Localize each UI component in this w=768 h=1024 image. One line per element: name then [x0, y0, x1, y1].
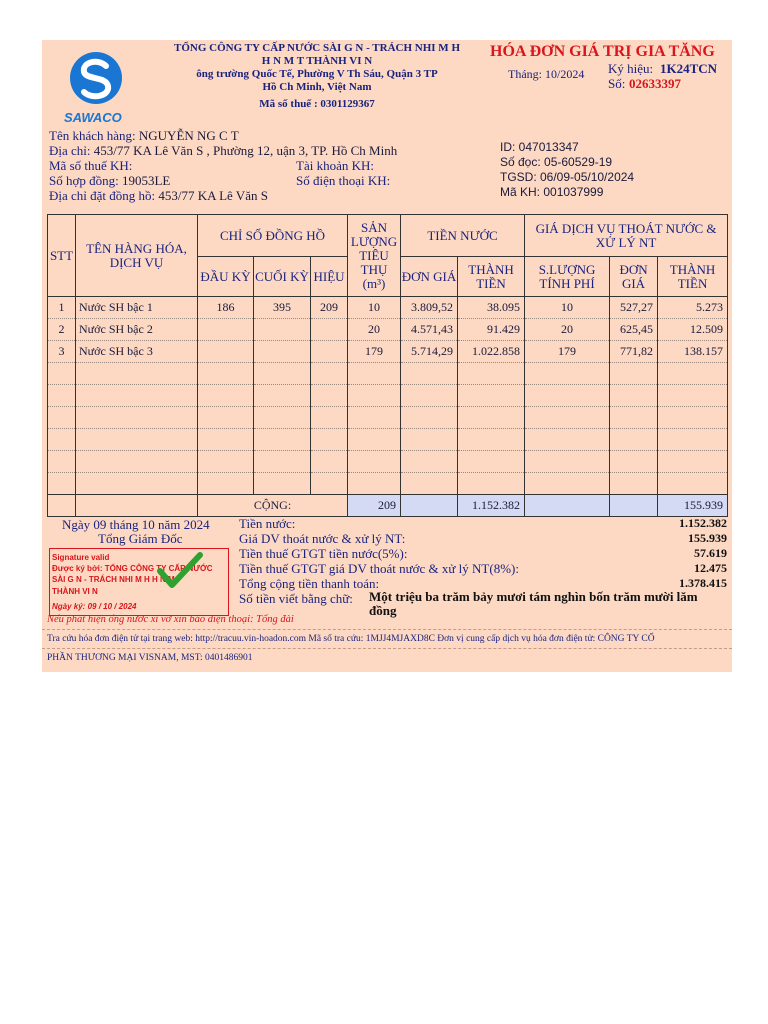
cell-empty — [254, 473, 311, 495]
cell-item: Nước SH bậc 3 — [76, 341, 198, 363]
table-row-empty — [48, 363, 728, 385]
lookup-info: Tra cứu hóa đơn điện tử tại trang web: http://tracuu.vin-hoadon.com Mã số tra cứu: 1MJJ4MJAXD8C Đơn vị cung cấp dịch vụ hóa đơn điện tử: CÔNG TY CỔ — [47, 634, 655, 644]
cell-start: 186 — [198, 297, 254, 319]
header-item: TÊN HÀNG HÓA, DỊCH VỤ — [76, 215, 198, 297]
cell-empty — [254, 407, 311, 429]
cell-d-amount: 138.157 — [658, 341, 728, 363]
cell-start — [198, 319, 254, 341]
cell-empty — [458, 473, 525, 495]
meter-address-label: Địa chỉ đặt đồng hồ: — [49, 188, 156, 203]
cell-empty — [610, 363, 658, 385]
cell-empty — [658, 407, 728, 429]
cell-item: Nước SH bậc 2 — [76, 319, 198, 341]
header-d-unit-price: ĐƠN GIÁ — [610, 257, 658, 297]
cell-d-unit-price: 527,27 — [610, 297, 658, 319]
cell-empty — [525, 451, 610, 473]
drainage-label: Giá DV thoát nước & xử lý NT: — [239, 531, 406, 546]
invoice-table — [47, 214, 728, 517]
cell-empty — [525, 407, 610, 429]
cell-empty — [401, 429, 458, 451]
cell-diff — [311, 319, 348, 341]
cell-empty — [348, 385, 401, 407]
header-usage: SẢN LƯỢNG TIÊU THỤ (m³) — [348, 215, 401, 297]
signature-signer-cont: SÀI G N - TRÁCH NHI M H H N M — [52, 575, 175, 584]
amount-words: Một triệu ba trăm bảy mươi tám nghìn bốn trăm mười lăm đồng — [369, 589, 698, 618]
cell-empty — [254, 385, 311, 407]
cell-empty — [198, 451, 254, 473]
signer-title: Tổng Giám Đốc — [98, 531, 183, 546]
invoice-title: HÓA ĐƠN GIÁ TRỊ GIA TĂNG — [490, 43, 715, 60]
leak-notice: Nếu phát hiện ống nước xì vỡ xin báo điện thoại: Tổng đài — [47, 614, 294, 625]
cell-diff: 209 — [311, 297, 348, 319]
cell-unit-price: 5.714,29 — [401, 341, 458, 363]
header-diff: HIỆU — [311, 257, 348, 297]
sawaco-logo-icon — [68, 50, 124, 106]
water-label: Tiền nước: — [239, 516, 296, 531]
table-row-empty — [48, 451, 728, 473]
header-end: CUỐI KỲ — [254, 257, 311, 297]
total-label: CỘNG: — [198, 495, 348, 517]
header-qty: S.LƯỢNG TÍNH PHÍ — [525, 257, 610, 297]
header-meter: CHỈ SỐ ĐỒNG HỒ — [198, 215, 348, 257]
cell-amount: 1.022.858 — [458, 341, 525, 363]
cell-empty — [458, 451, 525, 473]
cell-unit-price: 3.809,52 — [401, 297, 458, 319]
cell-empty — [311, 407, 348, 429]
usage-period: TGSD: 06/09-05/10/2024 — [500, 170, 635, 184]
customer-address-label: Địa chỉ: — [49, 143, 91, 158]
invoice-symbol: 1K24TCN — [660, 61, 718, 76]
footer-divider — [42, 629, 732, 630]
cell-empty — [311, 473, 348, 495]
vat-drainage-value: 12.475 — [694, 561, 727, 575]
cell-stt: 1 — [48, 297, 76, 319]
cell-empty — [401, 407, 458, 429]
cell-empty — [348, 407, 401, 429]
cell-empty — [254, 363, 311, 385]
invoice-number-label: Số: — [608, 76, 626, 91]
cell-empty — [401, 451, 458, 473]
signature-signer-cont2: THÀNH VI N — [52, 587, 98, 596]
cell-d-amount: 5.273 — [658, 297, 728, 319]
cell-qty: 179 — [525, 341, 610, 363]
footer-divider-2 — [42, 648, 732, 649]
cell-empty — [458, 363, 525, 385]
cell-amount: 91.429 — [458, 319, 525, 341]
cell-empty — [401, 363, 458, 385]
cell-start — [198, 341, 254, 363]
signature-box — [49, 548, 229, 616]
cell-empty — [658, 363, 728, 385]
total-payment-value: 1.378.415 — [679, 576, 727, 590]
table-row-empty — [48, 429, 728, 451]
customer-name-label: Tên khách hàng: — [49, 128, 136, 143]
provider-info: PHẦN THƯƠNG MẠI VISNAM, MST: 0401486901 — [47, 653, 253, 663]
cell-empty — [76, 451, 198, 473]
reading-info — [500, 140, 634, 200]
checkmark-icon — [156, 551, 204, 591]
cell-empty — [525, 363, 610, 385]
cell-usage: 10 — [348, 297, 401, 319]
company-address-cont: Hồ Ch Minh, Việt Nam — [262, 81, 372, 93]
cell-item: Nước SH bậc 1 — [76, 297, 198, 319]
company-address: ông trường Quốc Tế, Phường V Th Sáu, Quận 3 TP — [196, 68, 438, 80]
invoice-number: 02633397 — [629, 76, 681, 91]
vat-water-value: 57.619 — [694, 546, 727, 560]
company-name: TỔNG CÔNG TY CẤP NƯỚC SÀI G N - TRÁCH NHI M H — [173, 42, 461, 54]
cell-amount: 38.095 — [458, 297, 525, 319]
water-value: 1.152.382 — [679, 516, 727, 530]
cell-empty — [76, 407, 198, 429]
company-name-cont: H N M T THÀNH VI N — [261, 55, 373, 67]
vat-water-label: Tiền thuế GTGT tiền nước(5%): — [239, 546, 408, 561]
cell-empty — [348, 363, 401, 385]
contract-label: Số hợp đồng: — [49, 173, 119, 188]
cell-empty — [610, 429, 658, 451]
header-stt: STT — [48, 215, 76, 297]
cell-stt: 2 — [48, 319, 76, 341]
cell-empty — [254, 429, 311, 451]
table-row-empty — [48, 407, 728, 429]
cell-empty — [458, 385, 525, 407]
cell-empty — [198, 429, 254, 451]
header-water: TIỀN NƯỚC — [401, 215, 525, 257]
cell-empty — [348, 451, 401, 473]
cell-qty: 20 — [525, 319, 610, 341]
cell-empty — [311, 363, 348, 385]
signature-signer: Được ký bởi: TỔNG CÔNG TY CẤP NƯỚC — [52, 564, 213, 573]
cell-empty — [658, 429, 728, 451]
cell-empty — [401, 473, 458, 495]
cell-empty — [525, 473, 610, 495]
cell-diff — [311, 341, 348, 363]
invoice-month: Tháng: 10/2024 — [508, 67, 585, 81]
cell-empty — [76, 385, 198, 407]
cell-empty — [76, 473, 198, 495]
cell-empty — [311, 451, 348, 473]
cell-empty — [48, 385, 76, 407]
meter-address: 453/77 KA Lê Văn S — [158, 188, 268, 203]
drainage-value: 155.939 — [688, 531, 727, 545]
cell-empty — [48, 473, 76, 495]
cell-empty — [311, 385, 348, 407]
cell-end: 395 — [254, 297, 311, 319]
cell-stt: 3 — [48, 341, 76, 363]
cell-empty — [198, 363, 254, 385]
header-amount: THÀNH TIỀN — [458, 257, 525, 297]
vat-drainage-label: Tiền thuế GTGT giá DV thoát nước & xử lý NT(8%): — [239, 561, 519, 576]
total-amount: 1.152.382 — [458, 495, 525, 517]
customer-account-label: Tài khoản KH: — [296, 158, 374, 173]
customer-id: ID: 047013347 — [500, 140, 579, 154]
cell-unit-price: 4.571,43 — [401, 319, 458, 341]
total-payment-label: Tổng cộng tiền thanh toán: — [239, 576, 380, 591]
customer-address: 453/77 KA Lê Văn S , Phường 12, uận 3, TP. Hồ Ch Minh — [93, 143, 398, 158]
cell-empty — [48, 429, 76, 451]
cell-empty — [254, 451, 311, 473]
cell-usage: 20 — [348, 319, 401, 341]
cell-empty — [401, 385, 458, 407]
contract-number: 19053LE — [121, 173, 171, 188]
logo-text: SAWACO — [64, 110, 122, 125]
cell-empty — [610, 385, 658, 407]
amount-words-label: Số tiền viết bằng chữ: — [239, 591, 353, 606]
cell-empty — [525, 429, 610, 451]
cell-empty — [658, 451, 728, 473]
total-usage: 209 — [348, 495, 401, 517]
cell-empty — [458, 429, 525, 451]
cell-empty — [525, 385, 610, 407]
cell-empty — [48, 407, 76, 429]
header-drainage: GIÁ DỊCH VỤ THOÁT NƯỚC & XỬ LÝ NT — [525, 215, 728, 257]
cell-empty — [76, 363, 198, 385]
customer-tax-label: Mã số thuế KH: — [49, 158, 133, 173]
cell-d-unit-price: 625,45 — [610, 319, 658, 341]
table-row-empty — [48, 473, 728, 495]
cell-empty — [348, 429, 401, 451]
cell-empty — [198, 407, 254, 429]
customer-phone-label: Số điện thoại KH: — [296, 173, 391, 188]
header-start: ĐẦU KỲ — [198, 257, 254, 297]
cell-empty — [198, 473, 254, 495]
cell-d-amount: 12.509 — [658, 319, 728, 341]
signature-date: Ngày ký: 09 / 10 / 2024 — [52, 602, 137, 611]
cell-empty — [610, 451, 658, 473]
cell-empty — [48, 363, 76, 385]
cell-empty — [311, 429, 348, 451]
total-d-amount: 155.939 — [658, 495, 728, 517]
cell-empty — [610, 407, 658, 429]
company-tax-code: Mã số thuế : 0301129367 — [259, 98, 375, 110]
cell-empty — [348, 473, 401, 495]
reading-number: Số đọc: 05-60529-19 — [500, 155, 613, 169]
cell-end — [254, 341, 311, 363]
table-row — [48, 297, 728, 319]
cell-empty — [458, 407, 525, 429]
cell-empty — [76, 429, 198, 451]
cell-empty — [658, 473, 728, 495]
table-row-empty — [48, 385, 728, 407]
customer-code: Mã KH: 001037999 — [500, 185, 604, 199]
table-row — [48, 319, 728, 341]
cell-empty — [198, 385, 254, 407]
sign-date: Ngày 09 tháng 10 năm 2024 — [62, 517, 210, 532]
customer-name: NGUYỄN NG C T — [138, 128, 239, 143]
table-row — [48, 341, 728, 363]
cell-empty — [610, 473, 658, 495]
cell-empty — [48, 451, 76, 473]
cell-empty — [658, 385, 728, 407]
signature-valid: Signature valid — [52, 553, 110, 562]
invoice-symbol-label: Ký hiệu: — [608, 61, 654, 76]
cell-qty: 10 — [525, 297, 610, 319]
cell-usage: 179 — [348, 341, 401, 363]
invoice-document — [42, 40, 732, 672]
cell-d-unit-price: 771,82 — [610, 341, 658, 363]
header-d-amount: THÀNH TIỀN — [658, 257, 728, 297]
cell-end — [254, 319, 311, 341]
header-unit-price: ĐƠN GIÁ — [401, 257, 458, 297]
